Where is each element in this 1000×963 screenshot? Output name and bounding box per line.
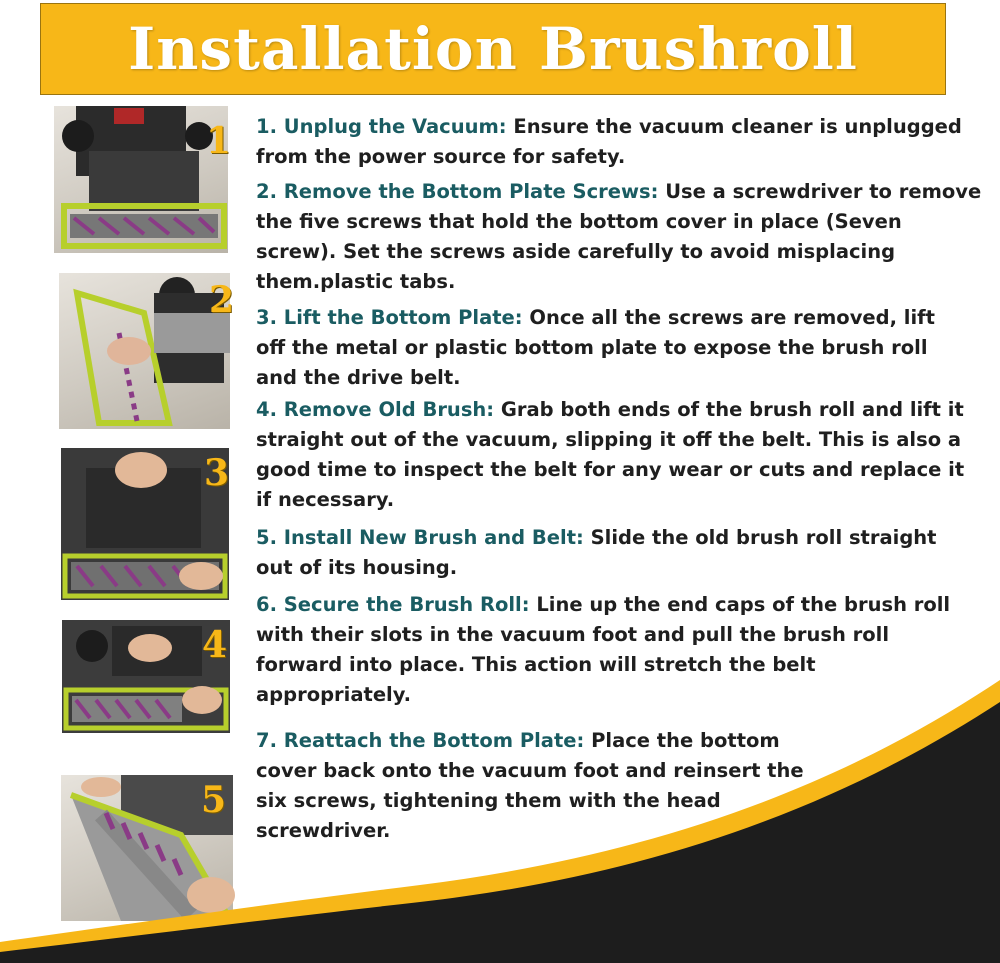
step-number-2: 2 <box>209 279 235 321</box>
step-1-title: 1. Unplug the Vacuum: <box>256 115 507 138</box>
step-3 <box>256 303 956 393</box>
title-banner <box>40 3 946 95</box>
step-3-text: Once all the screws are removed, lift off the metal or plastic bottom plate to expose the brush roll and the drive belt. <box>256 306 935 389</box>
step-7-text: Place the bottom cover back onto the vacuum foot and reinsert the six screws, tightening them with the head screwdriver. <box>256 729 804 842</box>
step-4-text: Grab both ends of the brush roll and lift it straight out of the vacuum, slipping it off the belt. This is also a good time to inspect the belt for any wear or cuts and replace it if necessary. <box>256 398 965 511</box>
step-5-title: 5. Install New Brush and Belt: <box>256 526 584 549</box>
step-1 <box>256 112 976 172</box>
step-7-title: 7. Reattach the Bottom Plate: <box>256 729 585 752</box>
step-4-title: 4. Remove Old Brush: <box>256 398 495 421</box>
step-1-text: Ensure the vacuum cleaner is unplugged from the power source for safety. <box>256 115 962 168</box>
vacuum-underside-illustration-2 <box>59 273 230 429</box>
page-title: Installation Brushroll <box>128 15 858 83</box>
step-number-4: 4 <box>202 624 228 666</box>
step-number-3: 3 <box>204 452 230 494</box>
step-number-5: 5 <box>201 779 227 821</box>
step-5-text: Slide the old brush roll straight out of its housing. <box>256 526 937 579</box>
step-6 <box>256 590 976 710</box>
step-photo-2 <box>59 273 235 429</box>
step-6-title: 6. Secure the Brush Roll: <box>256 593 530 616</box>
step-7 <box>256 726 816 846</box>
step-4 <box>256 395 981 515</box>
step-photo-3 <box>61 448 229 600</box>
step-5 <box>256 523 956 583</box>
step-3-title: 3. Lift the Bottom Plate: <box>256 306 523 329</box>
step-photo-1 <box>54 106 232 253</box>
step-2-text: Use a screwdriver to remove the five screws that hold the bottom cover in place (Seven screw). Set the screws aside carefully to avoid misplacing them.plastic tabs. <box>256 180 982 293</box>
step-2 <box>256 177 986 297</box>
vacuum-underside-illustration-1 <box>54 106 228 253</box>
step-6-text: Line up the end caps of the brush roll with their slots in the vacuum foot and pull the brush roll forward into place. This action will stretch the belt appropriately. <box>256 593 951 706</box>
step-2-title: 2. Remove the Bottom Plate Screws: <box>256 180 659 203</box>
step-number-1: 1 <box>206 120 232 162</box>
